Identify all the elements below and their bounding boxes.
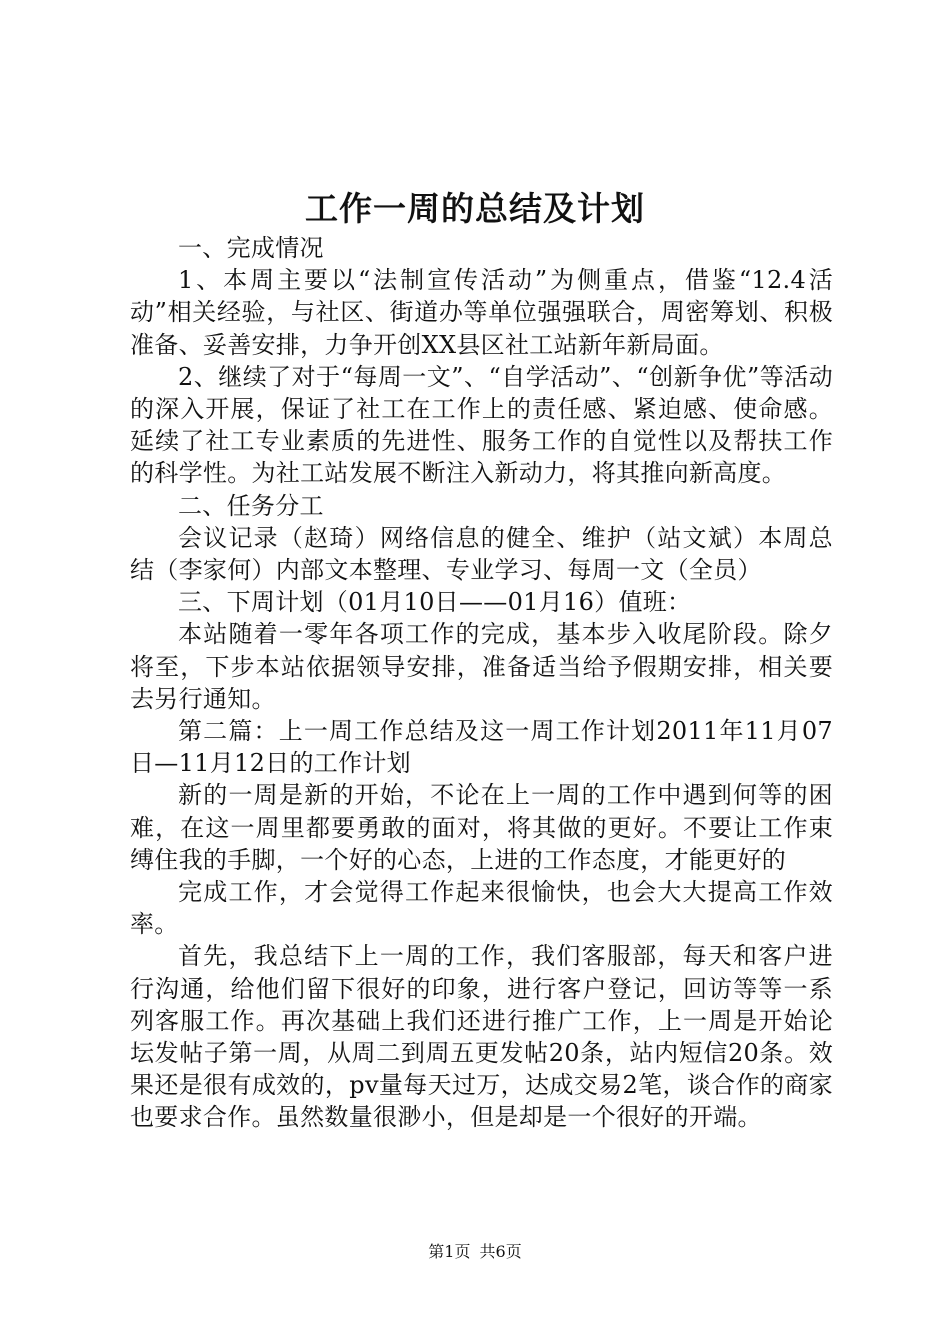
paragraph-summary-last-week: 首先，我总结下上一周的工作，我们客服部，每天和客户进行沟通，给他们留下很好的印象，进行客户登记，回访等等一系列客服工作。再次基础上我们还进行推广工作，上一周是开始论坛发帖子第一周，从周二到周五更发帖20条，站内短信20条。效果还是很有成效的，pv量每天过万，达成交易2笔，谈合作的商家也要求合作。虽然数量很渺小，但是却是一个很好的开端。 [130,942,833,1132]
paragraph-item-1: 1、本周主要以“法制宣传活动”为侧重点，借鉴“12.4活动”相关经验，与社区、街道办等单位强强联合，周密筹划、积极准备、妥善安排，力争开创XX县区社工站新年新局面。 [130,266,833,359]
paragraph-task-division: 会议记录（赵琦）网络信息的健全、维护（站文斌）本周总结（李家何）内部文本整理、专业学习、每周一文（全员） [130,523,833,585]
section-heading-next-week-plan: 三、下周计划（01月10日——01月16）值班： [178,588,692,617]
paragraph-next-week-plan: 本站随着一零年各项工作的完成，基本步入收尾阶段。除夕将至，下步本站依据领导安排，准备适当给予假期安排，相关要去另行通知。 [130,620,833,713]
section-heading-task-division: 二、任务分工 [178,491,324,520]
paragraph-complete-work: 完成工作，才会觉得工作起来很愉快，也会大大提高工作效率。 [130,878,833,939]
section-heading-completion: 一、完成情况 [178,234,324,262]
paragraph-item-2: 2、继续了对于“每周一文”、“自学活动”、“创新争优”等活动的深入开展，保证了社工在工作上的责任感、紧迫感、使命感。延续了社工专业素质的先进性、服务工作的自觉性以及帮扶工作的科学性。为社工站发展不断注入新动力，将其推向新高度。 [130,362,833,488]
document-title: 工作一周的总结及计划 [305,189,645,228]
document-body [130,232,833,1134]
section-heading-part-two: 第二篇：上一周工作总结及这一周工作计划2011年11月07日—11月12日的工作计划 [130,717,833,778]
page-number-footer: 第1页 共6页 [428,1242,522,1261]
paragraph-new-week: 新的一周是新的开始，不论在上一周的工作中遇到何等的困难，在这一周里都要勇敢的面对，将其做的更好。不要让工作束缚住我的手脚，一个好的心态，上进的工作态度，才能更好的 [130,781,833,874]
